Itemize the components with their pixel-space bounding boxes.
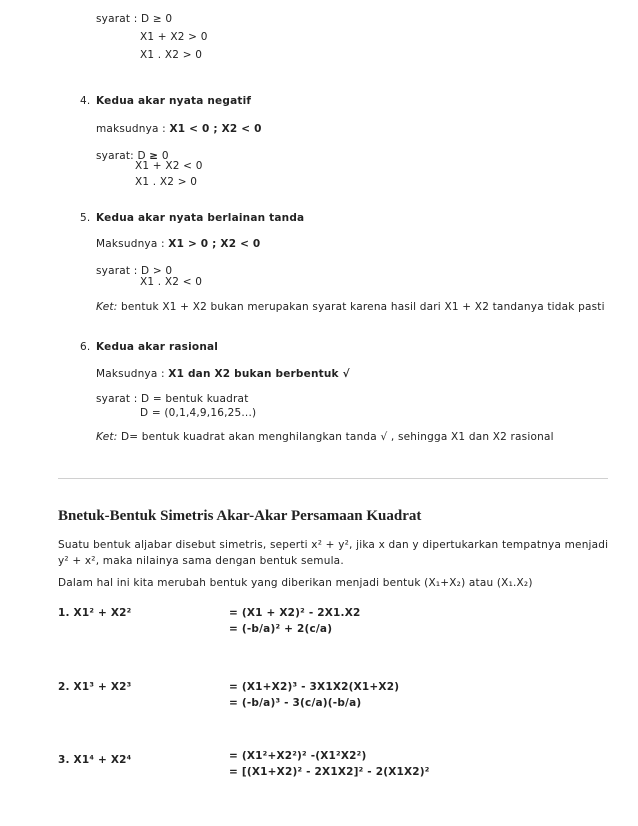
item-title: Kedua akar rasional <box>96 341 219 353</box>
maksud-value: X1 dan X2 bukan berbentuk √ <box>168 368 350 380</box>
divider <box>58 478 608 479</box>
formula-left: 1. X1² + X2² <box>58 607 132 619</box>
syarat-line: syarat : D = bentuk kuadrat <box>96 393 249 405</box>
maksud-line <box>96 368 350 380</box>
syarat-line: D = (0,1,4,9,16,25...) <box>140 407 257 419</box>
syarat-line: syarat : D > 0 <box>96 265 173 277</box>
ge-symbol: ≥ <box>149 150 159 162</box>
syarat-line: X1 . X2 > 0 <box>135 176 198 188</box>
list-number: 4. <box>80 95 91 107</box>
item-title: Kedua akar nyata berlainan tanda <box>96 212 305 224</box>
paragraph-line: Dalam hal ini kita merubah bentuk yang diberikan menjadi bentuk (X₁+X₂) atau (X₁.X₂) <box>58 577 533 589</box>
paragraph-line: Suatu bentuk aljabar disebut simetris, seperti x² + y², jika x dan y dipertukarkan tempatnya menjadi <box>58 539 609 551</box>
item-title: Kedua akar nyata negatif <box>96 95 252 107</box>
formula-right: = [(X1+X2)² - 2X1X2]² - 2(X1X2)² <box>229 766 430 778</box>
list-number: 6. <box>80 341 91 353</box>
formula-right: = (X1 + X2)² - 2X1.X2 <box>229 607 361 619</box>
maksud-line <box>96 238 260 250</box>
formula-left: 3. X1⁴ + X2⁴ <box>58 754 132 766</box>
ket-line <box>96 301 605 313</box>
section-heading: Bnetuk-Bentuk Simetris Akar-Akar Persamaan Kuadrat <box>58 508 422 524</box>
maksud-line <box>96 123 262 135</box>
ket-text: bentuk X1 + X2 bukan merupakan syarat karena hasil dari X1 + X2 tandanya tidak pasti <box>117 301 605 313</box>
list-number: 5. <box>80 212 91 224</box>
ket-text: D= bentuk kuadrat akan menghilangkan tanda √ , sehingga X1 dan X2 rasional <box>117 431 554 443</box>
maksud-value: X1 < 0 ; X2 < 0 <box>169 123 262 135</box>
syarat-line: X1 . X2 < 0 <box>140 276 203 288</box>
syarat-line: X1 + X2 > 0 <box>140 31 208 43</box>
maksud-label: Maksudnya : <box>96 368 169 380</box>
syarat-zero: 0 <box>158 150 169 162</box>
formula-left: 2. X1³ + X2³ <box>58 681 132 693</box>
syarat-label: syarat: D <box>96 150 150 162</box>
maksud-value: X1 > 0 ; X2 < 0 <box>168 238 261 250</box>
paragraph-line: y² + x², maka nilainya sama dengan bentuk semula. <box>58 555 344 567</box>
ket-label: Ket: <box>96 431 118 443</box>
formula-right: = (-b/a)³ - 3(c/a)(-b/a) <box>229 697 362 709</box>
syarat-line: X1 + X2 < 0 <box>135 160 203 172</box>
formula-right: = (X1+X2)³ - 3X1X2(X1+X2) <box>229 681 400 693</box>
formula-right: = (-b/a)² + 2(c/a) <box>229 623 333 635</box>
ket-line <box>96 431 554 443</box>
maksud-label: Maksudnya : <box>96 238 169 250</box>
syarat-line: syarat : D ≥ 0 <box>96 13 173 25</box>
ket-label: Ket: <box>96 301 118 313</box>
syarat-line: X1 . X2 > 0 <box>140 49 203 61</box>
maksud-label: maksudnya : <box>96 123 170 135</box>
formula-right: = (X1²+X2²)² -(X1²X2²) <box>229 750 367 762</box>
